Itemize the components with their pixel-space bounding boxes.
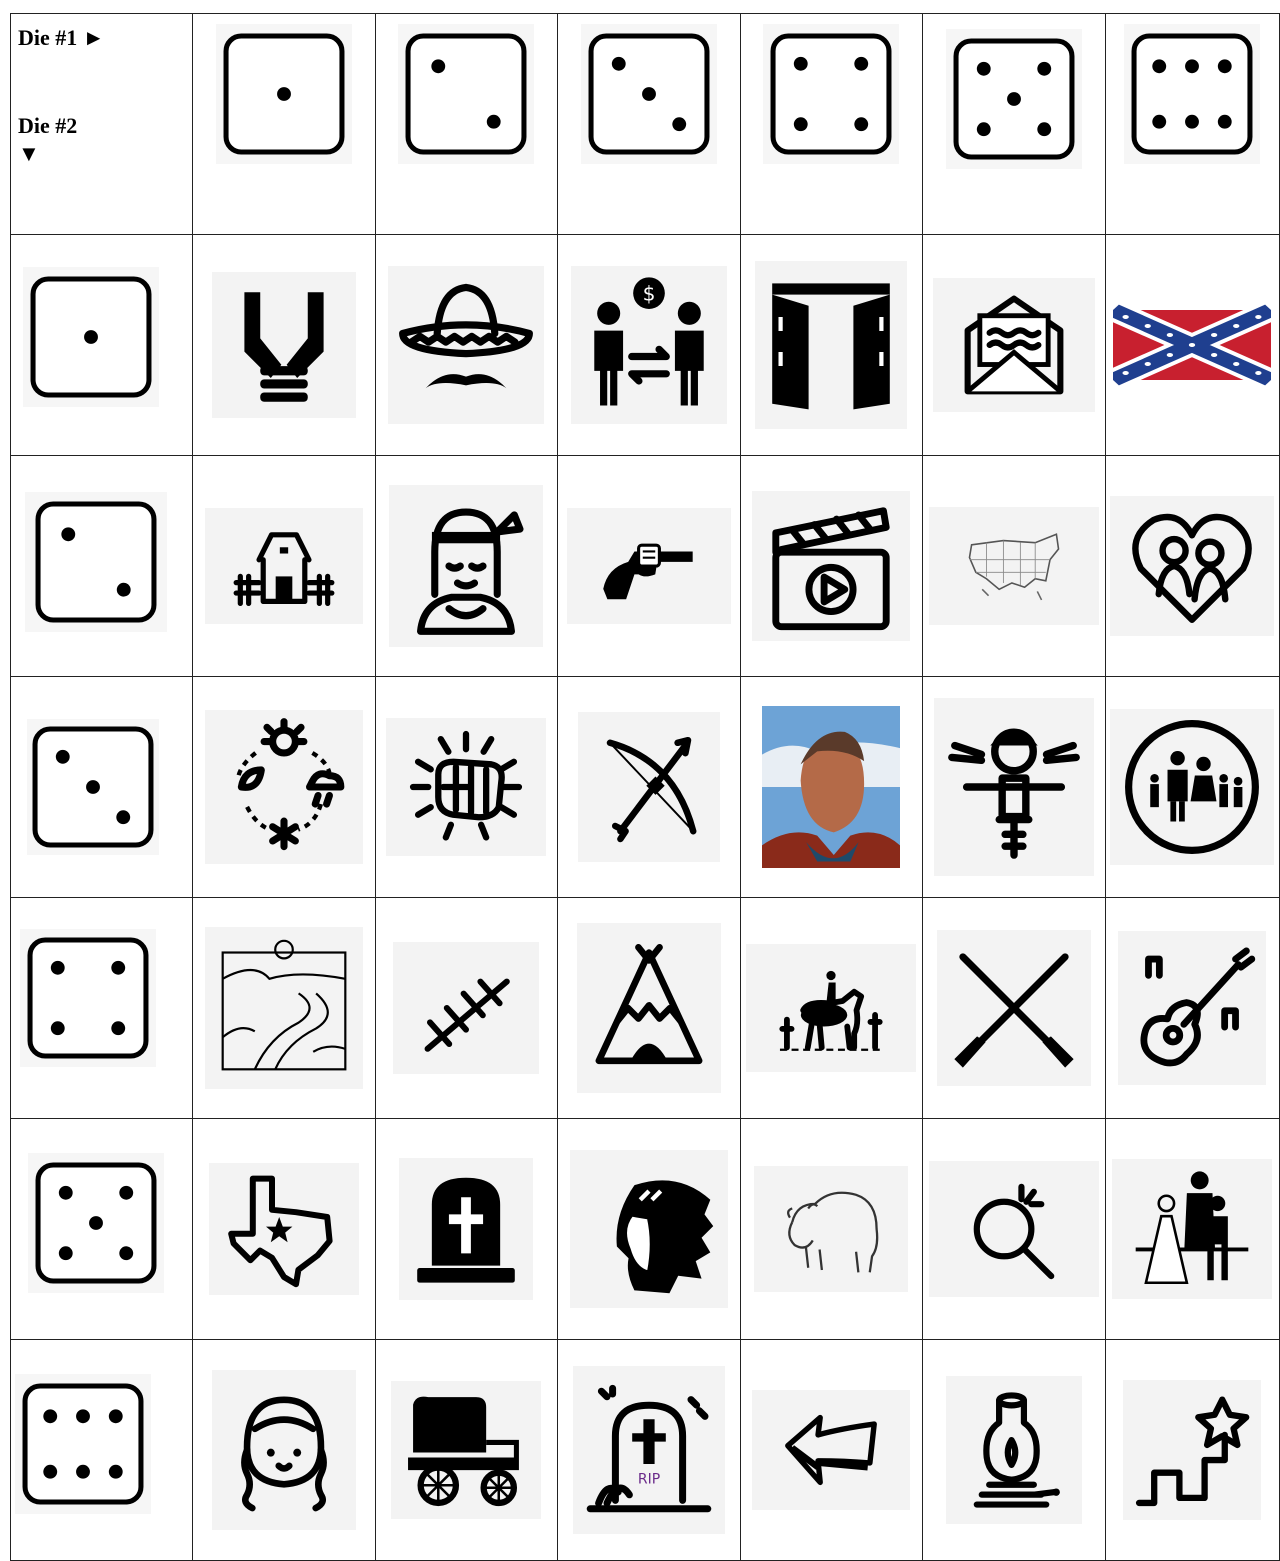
story-cell: [1105, 677, 1279, 898]
bison-icon: [774, 1172, 888, 1286]
die2-cell: [11, 898, 193, 1119]
hands-tied-icon: [218, 279, 350, 411]
native-girl-icon: [395, 495, 537, 637]
die-face-2-icon: [403, 31, 529, 157]
story-cell: [1105, 898, 1279, 1119]
story-cell: [922, 898, 1105, 1119]
crossed-rifles-icon: [943, 937, 1085, 1079]
horse-rider-desert-icon: [773, 950, 889, 1066]
die1-label: Die #1 ►: [18, 25, 105, 50]
story-cell: [375, 898, 557, 1119]
die2-cell: [11, 677, 193, 898]
die-face-3-icon: [30, 724, 156, 850]
usa-map-icon: [961, 513, 1067, 619]
teepee-icon: [583, 942, 715, 1074]
story-row: [11, 235, 1280, 456]
header-row: [11, 14, 1280, 235]
story-cell: [557, 456, 740, 677]
die-face-6-icon: [20, 1381, 146, 1507]
story-cell: [1105, 1340, 1279, 1561]
story-cell: [740, 898, 922, 1119]
die-face-1-icon: [221, 31, 347, 157]
dice-story-grid: [10, 13, 1280, 1561]
die2-cell: [11, 1119, 193, 1340]
texas-state-star-icon: [224, 1169, 344, 1289]
story-cell: [740, 235, 922, 456]
tombstone-cross-icon: [405, 1168, 527, 1290]
oil-lantern-icon: [952, 1388, 1076, 1512]
die-face-3-icon: [586, 31, 712, 157]
covered-wagon-icon: [403, 1387, 529, 1513]
sombrero-mustache-icon: [394, 273, 538, 417]
story-cell: [922, 677, 1105, 898]
story-cell: [922, 1119, 1105, 1340]
die-face-6-icon: [1129, 31, 1255, 157]
open-envelope-letter-icon: [953, 284, 1075, 406]
family-circle-icon: [1120, 715, 1264, 859]
story-cell: [922, 456, 1105, 677]
die2-cell: [11, 1340, 193, 1561]
die2-cell: [11, 456, 193, 677]
punching-fist-icon: [403, 724, 529, 850]
open-doors-icon: [761, 275, 901, 415]
steps-star-icon: [1129, 1387, 1255, 1513]
die1-face-4: [740, 14, 922, 235]
die-face-5-icon: [33, 1160, 159, 1286]
canyon-river-landscape-icon: [211, 935, 357, 1081]
die-face-4-icon: [768, 31, 894, 157]
die2-label: Die #2 ▼: [18, 113, 78, 166]
story-row: [11, 677, 1280, 898]
die-face-4-icon: [25, 935, 151, 1061]
die2-cell: [11, 235, 193, 456]
wedding-couple-icon: [1128, 1165, 1256, 1293]
die1-face-3: [557, 14, 740, 235]
couple-heart-icon: [1128, 502, 1256, 630]
story-row: [11, 456, 1280, 677]
die-face-5-icon: [951, 36, 1077, 162]
story-cell: [375, 1119, 557, 1340]
story-cell: [192, 456, 375, 677]
left-arrow-icon: [777, 1396, 885, 1504]
die-face-2-icon: [33, 499, 159, 625]
story-cell: [192, 677, 375, 898]
story-cell: [1105, 456, 1279, 677]
story-row: [11, 898, 1280, 1119]
revolver-icon: [597, 514, 701, 618]
story-row: [11, 1119, 1280, 1340]
die1-face-2: [375, 14, 557, 235]
story-cell: [557, 1340, 740, 1561]
cowboy-portrait-photo: [762, 706, 900, 868]
confederate-flag-icon: [1113, 295, 1271, 395]
movie-clapperboard-icon: [762, 497, 900, 635]
story-cell: [557, 898, 740, 1119]
story-cell: [1105, 235, 1279, 456]
story-cell: [740, 456, 922, 677]
story-cell: [740, 1340, 922, 1561]
die1-face-5: [922, 14, 1105, 235]
story-cell: [375, 677, 557, 898]
rip-grave-icon: [579, 1380, 719, 1520]
die1-face-6: [1105, 14, 1279, 235]
girl-braids-icon: [218, 1384, 350, 1516]
story-row: [11, 1340, 1280, 1561]
scar-stitches-icon: [406, 948, 526, 1068]
svg-text:$: $: [642, 281, 656, 306]
story-cell: [192, 898, 375, 1119]
story-cell: [557, 1119, 740, 1340]
story-cell: [740, 1119, 922, 1340]
die-face-1-icon: [28, 274, 154, 400]
story-cell: [557, 235, 740, 456]
native-chief-headdress-icon: [576, 1156, 722, 1302]
bow-arrow-icon: [584, 722, 714, 852]
scarecrow-icon: [940, 713, 1088, 861]
story-cell: [740, 677, 922, 898]
money-exchange-people-icon: [577, 273, 721, 417]
barn-fence-icon: [232, 514, 336, 618]
corner-cell: [11, 14, 193, 235]
story-cell: [1105, 1119, 1279, 1340]
guitar-music-icon: [1124, 940, 1260, 1076]
grave-rip-text: RIP: [637, 1471, 661, 1488]
story-cell: [192, 235, 375, 456]
die1-face-1: [192, 14, 375, 235]
story-cell: [192, 1119, 375, 1340]
story-cell: [922, 1340, 1105, 1561]
story-cell: [192, 1340, 375, 1561]
story-cell: [557, 677, 740, 898]
story-cell: [922, 235, 1105, 456]
story-cell: [375, 235, 557, 456]
story-cell: [375, 1340, 557, 1561]
story-cell: [375, 456, 557, 677]
four-seasons-cycle-icon: [213, 716, 355, 858]
magnifying-glass-icon: [952, 1167, 1076, 1291]
